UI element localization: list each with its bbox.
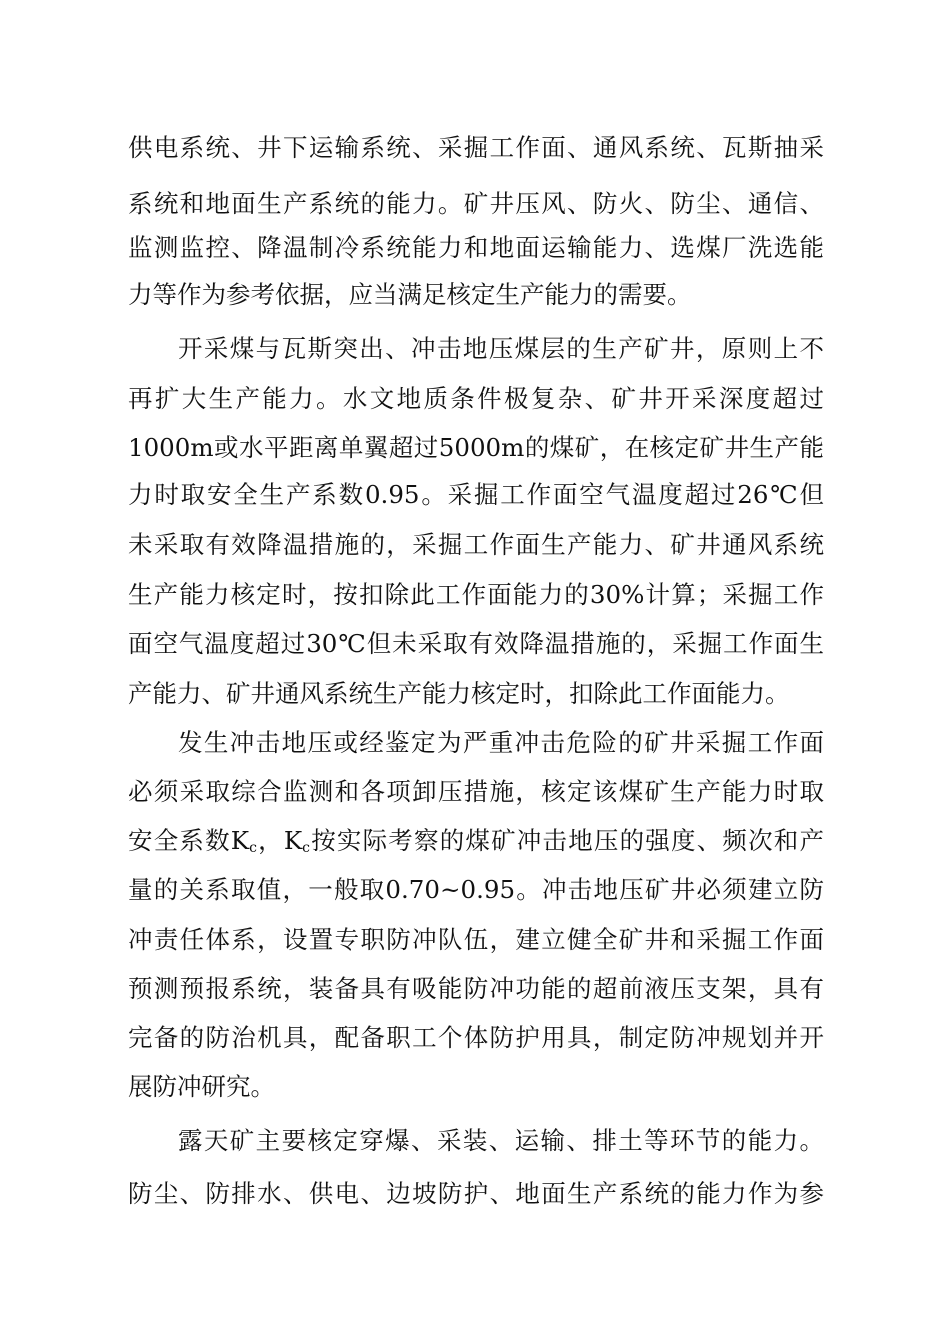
text-line: 露天矿主要核定穿爆、采装、运输、排土等环节的能力。 [178, 1126, 824, 1155]
text-line: 开采煤与瓦斯突出、冲击地压煤层的生产矿井，原则上不 [178, 334, 824, 363]
subscript-c: c [302, 840, 310, 856]
text-line: 再扩大生产能力。水文地质条件极复杂、矿井开采深度超过 [128, 384, 824, 413]
text-segment: 按实际考察的煤矿冲击地压的强度、频次和产 [310, 826, 824, 855]
text-line: 生产能力核定时，按扣除此工作面能力的30%计算；采掘工作 [128, 580, 824, 609]
text-line: 力时取安全生产系数0.95。采掘工作面空气温度超过26℃但 [128, 480, 824, 509]
text-line: 面空气温度超过30℃但未采取有效降温措施的，采掘工作面生 [128, 629, 824, 658]
text-line [128, 817, 824, 865]
text-line: 力等作为参考依据，应当满足核定生产能力的需要。 [128, 280, 692, 309]
text-line: 产能力、矿井通风系统生产能力核定时，扣除此工作面能力。 [128, 679, 790, 708]
subscript-c: c [249, 840, 257, 856]
text-line: 量的关系取值，一般取0.70~0.95。冲击地压矿井必须建立防 [128, 875, 824, 904]
text-line: 监测监控、降温制冷系统能力和地面运输能力、选煤厂洗选能 [128, 233, 824, 262]
text-line: 未采取有效降温措施的，采掘工作面生产能力、矿井通风系统 [128, 530, 824, 559]
text-line: 必须采取综合监测和各项卸压措施，核定该煤矿生产能力时取 [128, 777, 824, 806]
text-line: 发生冲击地压或经鉴定为严重冲击危险的矿井采掘工作面 [178, 728, 824, 757]
text-line: 1000m或水平距离单翼超过5000m的煤矿，在核定矿井生产能 [128, 433, 824, 462]
text-line: 展防冲研究。 [128, 1072, 275, 1101]
text-line: 防尘、防排水、供电、边坡防护、地面生产系统的能力作为参 [128, 1179, 824, 1208]
text-line: 预测预报系统，装备具有吸能防冲功能的超前液压支架，具有 [128, 974, 824, 1003]
text-line: 冲责任体系，设置专职防冲队伍，建立健全矿井和采掘工作面 [128, 925, 824, 954]
text-segment: 安全系数K [128, 826, 250, 855]
text-line: 完备的防治机具，配备职工个体防护用具，制定防冲规划并开 [128, 1023, 824, 1052]
text-line: 供电系统、井下运输系统、采掘工作面、通风系统、瓦斯抽采 [128, 133, 824, 162]
text-segment: ，K [256, 826, 303, 855]
text-line: 系统和地面生产系统的能力。矿井压风、防火、防尘、通信、 [128, 189, 824, 218]
